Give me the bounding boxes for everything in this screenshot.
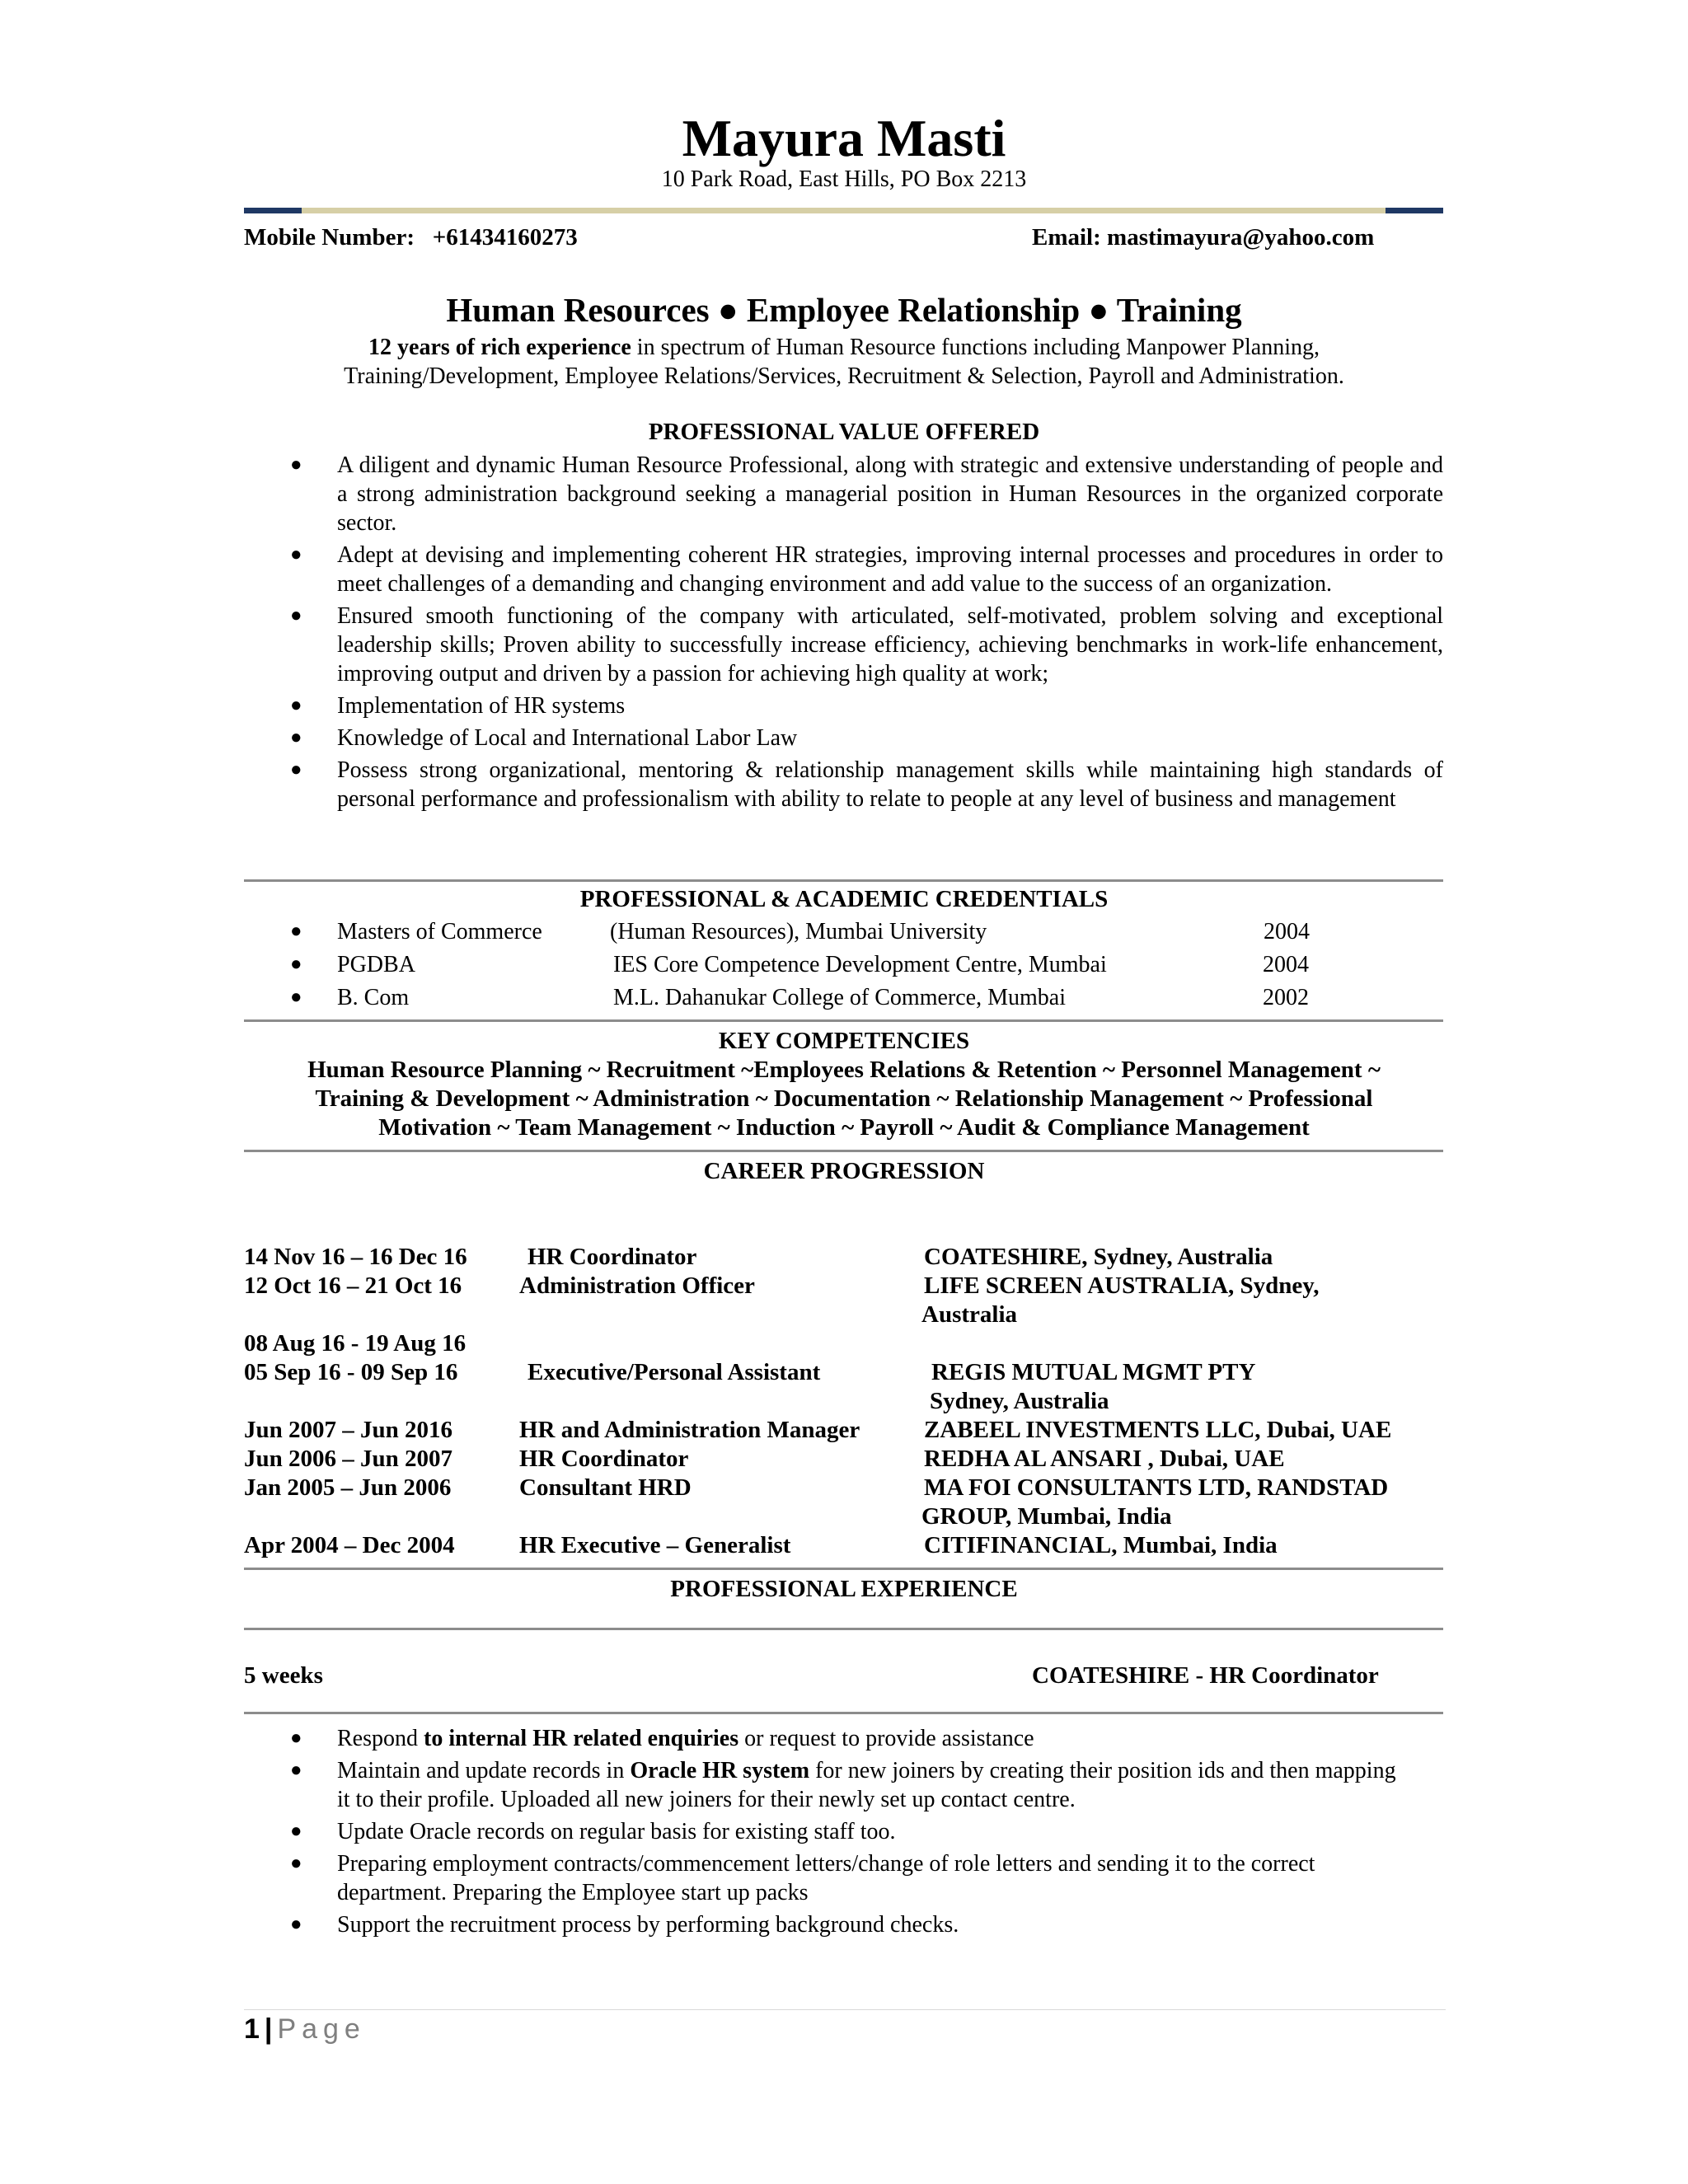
career-role: Executive/Personal Assistant	[528, 1359, 821, 1385]
list-item: ● Possess strong organizational, mentoring & relationship management skills while maintaining high standards of personal performance and professionalism with ability to relate to people at any level of business and management	[290, 757, 1443, 812]
cred-institution: IES Core Competence Development Centre, Mumbai	[613, 952, 1107, 977]
competencies-line-1: Human Resource Planning ~ Recruitment ~Employees Relations & Retention ~ Personnel Management ~	[307, 1057, 1381, 1083]
mobile-label: Mobile Number:	[244, 224, 415, 251]
section-title-competencies: KEY COMPETENCIES	[718, 1028, 970, 1054]
career-company: REDHA AL ANSARI , Dubai, UAE	[924, 1446, 1285, 1472]
summary	[0, 333, 1688, 391]
page-label: Page	[277, 2013, 366, 2045]
cred-institution: M.L. Dahanukar College of Commerce, Mumbai	[613, 985, 1066, 1010]
bullet-icon: ●	[290, 695, 302, 716]
career-company-cont: Australia	[921, 1301, 1017, 1328]
list-item: ● Ensured smooth functioning of the company with articulated, self-motivated, problem solving and exceptional leadership skills; Proven ability to successfully increase efficiency, achieving benchmarks in work-life enhancement, improving output and driven by a passion for achieving high quality at work;	[290, 603, 1443, 687]
page-footer	[244, 2011, 366, 2047]
career-role: Consultant HRD	[519, 1474, 692, 1501]
career-role: HR Coordinator	[519, 1446, 689, 1472]
header-bar-accent-right	[1386, 208, 1443, 213]
career-company: CITIFINANCIAL, Mumbai, India	[924, 1532, 1278, 1558]
career-dates: Jun 2007 – Jun 2016	[244, 1417, 453, 1443]
bullet-icon: ●	[290, 454, 302, 476]
divider	[244, 1568, 1443, 1570]
footer-separator: |	[264, 2013, 273, 2045]
bullet-icon: ●	[290, 1727, 302, 1749]
bullet-icon: ●	[290, 1853, 302, 1874]
email-value: mastimayura@yahoo.com	[1107, 224, 1375, 251]
mobile-contact	[244, 223, 578, 252]
list-item: ● Maintain and update records in Oracle HR system for new joiners by creating their position ids and then mapping it to their profile. Uploaded all new joiners for their newly set up contact centre.	[290, 1758, 1396, 1812]
email-contact	[1032, 223, 1374, 252]
career-company: LIFE SCREEN AUSTRALIA, Sydney,	[924, 1272, 1320, 1299]
bullet-icon: ●	[290, 1821, 302, 1842]
list-item: ● Support the recruitment process by performing background checks.	[290, 1912, 959, 1938]
headline: Human Resources ● Employee Relationship ● Training	[446, 291, 1242, 329]
list-item: ● Adept at devising and implementing coherent HR strategies, improving internal processes and procedures in order to meet challenges of a demanding and changing environment and add value to the success of an organization.	[290, 542, 1443, 597]
page-number: 1	[244, 2013, 260, 2045]
experience-position: COATESHIRE - HR Coordinator	[1032, 1662, 1379, 1689]
bullet-icon: ●	[290, 921, 302, 942]
cred-degree: PGDBA	[337, 952, 415, 977]
career-dates: Jun 2006 – Jun 2007	[244, 1446, 453, 1472]
divider	[244, 1150, 1443, 1152]
section-title-credentials: PROFESSIONAL & ACADEMIC CREDENTIALS	[579, 886, 1109, 912]
cred-year: 2004	[1263, 952, 1309, 977]
career-company: COATESHIRE, Sydney, Australia	[924, 1244, 1273, 1270]
experience-duration: 5 weeks	[244, 1662, 323, 1689]
career-dates: 08 Aug 16 - 19 Aug 16	[244, 1330, 467, 1357]
bullet-icon: ●	[290, 954, 302, 975]
summary-line-2: Training/Development, Employee Relations/Services, Recruitment & Selection, Payroll and Administration.	[344, 363, 1344, 389]
bullet-icon: ●	[290, 544, 302, 565]
bullet-icon: ●	[290, 759, 302, 780]
career-company-cont: Sydney, Australia	[930, 1388, 1109, 1414]
header-divider-bar	[244, 208, 1443, 213]
list-item: ● A diligent and dynamic Human Resource Professional, along with strategic and extensive understanding of people and a strong administration background seeking a managerial position in Human Resources in the organized corporate sector.	[290, 452, 1443, 536]
career-dates: 14 Nov 16 – 16 Dec 16	[244, 1244, 467, 1270]
career-role: Administration Officer	[519, 1272, 755, 1299]
footer-divider	[244, 2009, 1446, 2010]
cred-degree: Masters of Commerce	[337, 919, 542, 944]
bullet-icon: ●	[290, 1914, 302, 1935]
value-list	[0, 451, 1688, 817]
list-item: ● Preparing employment contracts/commencement letters/change of role letters and sending it to the correct department. Preparing the Employee start up packs	[290, 1851, 1315, 1905]
competencies-line-3: Motivation ~ Team Management ~ Induction ~ Payroll ~ Audit & Compliance Management	[378, 1114, 1310, 1141]
list-item: ● Respond to internal HR related enquiries or request to provide assistance	[290, 1726, 1034, 1751]
cred-year: 2004	[1264, 919, 1310, 944]
section-title-experience: PROFESSIONAL EXPERIENCE	[670, 1576, 1018, 1602]
bullet-icon: ●	[290, 987, 302, 1008]
career-role: HR Executive – Generalist	[519, 1532, 791, 1558]
list-item: ● Implementation of HR systems	[290, 693, 626, 719]
career-dates: 05 Sep 16 - 09 Sep 16	[244, 1359, 458, 1385]
career-dates: Jan 2005 – Jun 2006	[244, 1474, 452, 1501]
section-title-career: CAREER PROGRESSION	[703, 1158, 985, 1184]
divider	[244, 879, 1443, 882]
cred-institution: (Human Resources), Mumbai University	[610, 919, 987, 944]
career-dates: Apr 2004 – Dec 2004	[244, 1532, 455, 1558]
experience-duties-list	[0, 1724, 1688, 1943]
cred-year: 2002	[1263, 985, 1309, 1010]
header-bar-accent-left	[244, 208, 302, 213]
bullet-icon: ●	[290, 1760, 302, 1781]
summary-line-1	[0, 333, 1688, 362]
bullet-icon: ●	[290, 727, 302, 748]
summary-rest: in spectrum of Human Resource functions including Manpower Planning,	[631, 335, 1320, 360]
career-dates: 12 Oct 16 – 21 Oct 16	[244, 1272, 462, 1299]
list-item: ● Update Oracle records on regular basis for existing staff too.	[290, 1819, 896, 1844]
address: 10 Park Road, East Hills, PO Box 2213	[661, 166, 1027, 192]
career-role: HR Coordinator	[528, 1244, 697, 1270]
list-item: ● Knowledge of Local and International Labor Law	[290, 725, 798, 751]
cred-degree: B. Com	[337, 985, 410, 1010]
email-label: Email:	[1032, 224, 1101, 251]
summary-bold: 12 years of rich experience	[368, 335, 631, 360]
career-role: HR and Administration Manager	[519, 1417, 860, 1443]
career-company: MA FOI CONSULTANTS LTD, RANDSTAD	[924, 1474, 1389, 1501]
divider	[244, 1019, 1443, 1022]
bullet-icon: ●	[290, 605, 302, 626]
mobile-value: +61434160273	[432, 224, 578, 251]
competencies-line-2: Training & Development ~ Administration ~ Documentation ~ Relationship Management ~ Professional	[315, 1085, 1373, 1112]
candidate-name: Mayura Masti	[682, 109, 1006, 167]
career-company-cont: GROUP, Mumbai, India	[921, 1503, 1172, 1530]
career-company: REGIS MUTUAL MGMT PTY	[931, 1359, 1256, 1385]
divider	[244, 1712, 1443, 1714]
career-company: ZABEEL INVESTMENTS LLC, Dubai, UAE	[924, 1417, 1392, 1443]
divider	[244, 1628, 1443, 1630]
section-title-value: PROFESSIONAL VALUE OFFERED	[648, 419, 1040, 445]
